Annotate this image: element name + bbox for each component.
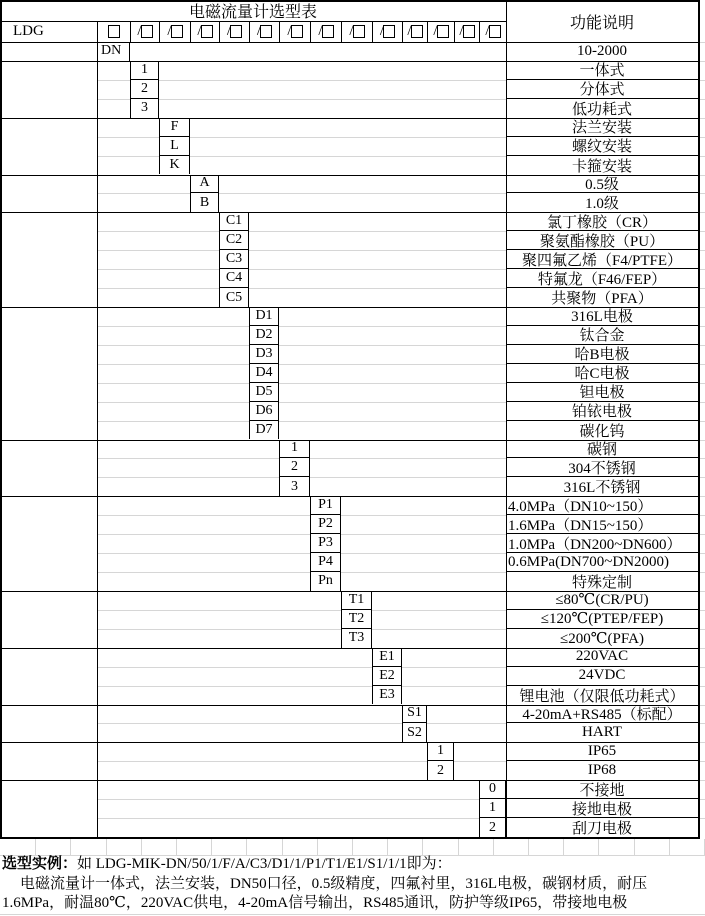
description-cell: 4-20mA+RS485（标配） [506, 705, 698, 724]
grid-line-horizontal [97, 250, 219, 251]
description-cell: 碳化钨 [579, 423, 625, 440]
grid-line-vertical [70, 839, 71, 855]
placeholder-box-icon [230, 25, 242, 38]
group-label-电极材质 [0, 307, 97, 440]
slash-glyph: / [349, 23, 354, 39]
description-cell: 螺纹安装 [506, 137, 698, 156]
code-cell: 1 [279, 440, 310, 459]
grid-line-horizontal [97, 99, 130, 100]
grid-line-horizontal [97, 345, 249, 346]
grid-line-vertical [493, 839, 494, 855]
model-digit-box [279, 21, 310, 42]
example-heading [2, 855, 703, 875]
grid-line-horizontal [97, 137, 159, 138]
placeholder-box-icon [291, 25, 303, 38]
code-cell: 2 [479, 818, 506, 837]
code-cell: D6 [249, 402, 279, 421]
grid-line-horizontal [249, 250, 506, 251]
grid-line-horizontal [97, 231, 219, 232]
code-cell: P2 [310, 515, 341, 534]
grid-line-horizontal [97, 288, 219, 289]
description-cell: 氯丁橡胶（CR） [506, 212, 698, 231]
code-cell: D4 [249, 364, 279, 383]
description-cell: 共聚物（PFA） [551, 291, 653, 308]
grid-line-vertical [35, 839, 36, 855]
grid-line-vertical [317, 839, 318, 855]
model-digit-box [341, 21, 372, 42]
description-cell: ≤200℃(PFA) [560, 630, 644, 647]
table-border [97, 21, 98, 837]
code-cell: F [159, 118, 190, 137]
model-digit-box [190, 21, 219, 42]
selection-example [2, 855, 703, 914]
table-border [0, 0, 2, 839]
code-cell: E1 [372, 648, 402, 667]
group-label-精度等级 [0, 175, 97, 213]
model-digit-box [372, 21, 402, 42]
description-cell: 钛合金 [506, 326, 698, 345]
grid-line-horizontal [372, 629, 506, 630]
group-label-防护等级 [0, 742, 97, 780]
model-digit-box [159, 21, 190, 42]
description-cell: 24VDC [506, 667, 698, 686]
model-digit-box [130, 21, 159, 42]
description-cell: 刮刀电极 [571, 821, 632, 838]
description-cell: HART [582, 724, 622, 741]
description-cell: 聚四氟乙烯（F4/PTFE） [506, 250, 698, 269]
model-digit-box [219, 21, 249, 42]
description-cell: 10-2000 [577, 42, 627, 59]
grid-line-horizontal [279, 364, 506, 365]
function-column-header: 功能说明 [569, 14, 634, 32]
model-prefix: LDG [13, 23, 44, 39]
slash-glyph: / [459, 23, 464, 39]
slash-glyph: / [197, 23, 202, 39]
group-label-压力等级 [0, 496, 97, 591]
placeholder-box-icon [322, 25, 334, 38]
code-cell: A [190, 175, 219, 194]
grid-line-horizontal [310, 477, 506, 478]
grid-line-horizontal [402, 686, 506, 687]
grid-line-horizontal [97, 364, 249, 365]
slash-glyph: / [287, 23, 292, 39]
placeholder-box-icon [201, 25, 213, 38]
description-cell: 碳钢 [506, 440, 698, 459]
table-border [506, 0, 507, 837]
description-cell: 316L电极 [506, 307, 698, 326]
grid-line-horizontal [97, 515, 310, 516]
grid-line-horizontal [97, 477, 279, 478]
grid-line-vertical [106, 839, 107, 855]
model-digit-box [310, 21, 341, 42]
grid-line-vertical [598, 839, 599, 855]
grid-line-horizontal [97, 326, 249, 327]
code-cell: DN [97, 42, 130, 61]
group-label-外壳材质 [0, 440, 97, 497]
grid-line-vertical [634, 839, 635, 855]
grid-line-horizontal [341, 553, 506, 554]
grid-line-horizontal [0, 914, 705, 915]
code-cell: K [159, 156, 190, 175]
grid-line-horizontal [279, 326, 506, 327]
grid-line-horizontal [97, 799, 479, 800]
description-cell: 4.0MPa（DN10~150） [506, 496, 698, 515]
description-cell: 0.6MPa(DN700~DN2000) [506, 553, 698, 572]
code-cell: D1 [249, 307, 279, 326]
model-digit-box [427, 21, 454, 42]
grid-line-horizontal [249, 231, 506, 232]
code-cell: E2 [372, 667, 402, 686]
code-cell: 3 [130, 99, 159, 118]
grid-line-horizontal [97, 269, 219, 270]
example-label: 选型实例： [2, 856, 78, 872]
code-cell: C1 [219, 212, 249, 231]
description-cell: 分体式 [506, 80, 698, 99]
slash-glyph: / [137, 23, 142, 39]
grid-line-horizontal [372, 610, 506, 611]
model-digit-box [479, 21, 506, 42]
group-label-供电方式 [0, 648, 97, 705]
description-cell: ≤80℃(CR/PU) [506, 591, 698, 610]
code-cell: S1 [402, 705, 427, 724]
grid-line-vertical [246, 839, 247, 855]
code-cell: T2 [341, 610, 372, 629]
code-cell: C2 [219, 231, 249, 250]
grid-line-horizontal [97, 193, 190, 194]
grid-line-vertical [352, 839, 353, 855]
example-model-string: 如 LDG-MIK-DN/50/1/F/A/C3/D1/1/P1/T1/E1/S1/1/1即为： [77, 856, 452, 872]
placeholder-box-icon [108, 25, 120, 38]
grid-line-vertical [528, 839, 529, 855]
description-cell: 法兰安装 [506, 118, 698, 137]
description-cell: 特氟龙（F46/FEP） [506, 269, 698, 288]
description-cell: 特殊定制 [571, 574, 632, 591]
group-label-转换器类型 [0, 61, 97, 118]
description-cell: 1.0MPa（DN200~DN600） [506, 534, 698, 553]
grid-line-horizontal [279, 402, 506, 403]
grid-line-horizontal [249, 269, 506, 270]
description-cell: 哈B电极 [506, 345, 698, 364]
group-label-安装形式 [0, 118, 97, 175]
grid-line-horizontal [97, 572, 310, 573]
grid-line-horizontal [279, 421, 506, 422]
grid-line-horizontal [190, 137, 506, 138]
grid-line-horizontal [97, 458, 279, 459]
description-cell: ≤120℃(PTEP/FEP) [506, 610, 698, 629]
grid-line-vertical [422, 839, 423, 855]
grid-line-horizontal [97, 723, 402, 724]
grid-line-horizontal [97, 610, 341, 611]
code-cell: S2 [402, 723, 427, 742]
example-line: 1.6MPa，耐温80℃，220VAC供电，4-20mA信号输出，RS485通讯，防护等级IP65，带接地电极 [2, 895, 628, 911]
slash-glyph: / [379, 23, 385, 39]
placeholder-box-icon [411, 25, 423, 38]
grid-line-horizontal [159, 99, 506, 100]
grid-line-horizontal [427, 723, 506, 724]
description-cell: 一体式 [506, 61, 698, 80]
code-cell: L [159, 137, 190, 156]
table-border [0, 0, 700, 2]
grid-line-horizontal [159, 80, 506, 81]
code-cell: E3 [372, 686, 402, 705]
grid-line-horizontal [97, 534, 310, 535]
description-cell: IP68 [587, 762, 617, 779]
description-cell: IP65 [506, 742, 698, 761]
slash-glyph: / [256, 23, 262, 39]
code-cell: C3 [219, 250, 249, 269]
description-cell: 铂铱电极 [506, 402, 698, 421]
grid-line-horizontal [279, 345, 506, 346]
group-label-温度等级 [0, 591, 97, 648]
code-cell: C5 [219, 288, 249, 307]
placeholder-box-icon [437, 25, 449, 38]
grid-line-horizontal [219, 193, 506, 194]
description-cell: 不接地 [506, 780, 698, 799]
placeholder-box-icon [463, 25, 475, 38]
code-cell: C4 [219, 269, 249, 288]
grid-line-horizontal [249, 288, 506, 289]
group-label-公称直径 [0, 42, 97, 61]
code-cell: D3 [249, 345, 279, 364]
description-cell: 低功耗式 [571, 101, 632, 118]
placeholder-box-icon [489, 25, 501, 38]
grid-line-horizontal [341, 534, 506, 535]
code-cell: 1 [427, 742, 454, 761]
code-cell: 2 [279, 458, 310, 477]
table-border [0, 837, 700, 839]
description-cell: 聚氨酯橡胶（PU） [506, 231, 698, 250]
grid-line-horizontal [279, 383, 506, 384]
code-cell: D7 [249, 421, 279, 440]
code-cell: 0 [479, 780, 506, 799]
code-cell: 2 [427, 761, 454, 780]
model-digit-box [97, 21, 130, 42]
model-digit-box [249, 21, 279, 42]
grid-line-vertical [141, 839, 142, 855]
grid-line-horizontal [97, 80, 130, 81]
grid-line-horizontal [97, 629, 341, 630]
grid-line-horizontal [97, 553, 310, 554]
description-cell: 接地电极 [506, 799, 698, 818]
description-cell: 钽电极 [506, 383, 698, 402]
model-digit-box [402, 21, 427, 42]
code-cell: 2 [130, 80, 159, 99]
grid-line-horizontal [341, 515, 506, 516]
description-cell: 1.0级 [585, 196, 619, 213]
description-cell: 304不锈钢 [506, 458, 698, 477]
table-title: 电磁流量计选型表 [188, 4, 317, 21]
description-cell: 220VAC [506, 648, 698, 667]
code-cell: P4 [310, 553, 341, 572]
grid-line-vertical [176, 839, 177, 855]
model-digit-box [454, 21, 479, 42]
grid-line-vertical [282, 839, 283, 855]
example-line: 电磁流量计一体式，法兰安装，DN50口径，0.5级精度，四氟衬里，316L电极，碳钢材质，耐压 [20, 875, 648, 892]
grid-line-horizontal [310, 458, 506, 459]
slash-glyph: / [485, 23, 490, 39]
code-cell: T1 [341, 591, 372, 610]
grid-line-horizontal [97, 402, 249, 403]
grid-line-vertical [669, 839, 670, 855]
placeholder-box-icon [260, 25, 272, 38]
slash-glyph: / [226, 23, 232, 39]
grid-line-vertical [563, 839, 564, 855]
grid-line-horizontal [97, 818, 479, 819]
grid-line-horizontal [97, 686, 372, 687]
group-label-信号输出 [0, 705, 97, 743]
grid-line-vertical [211, 839, 212, 855]
code-cell: 3 [279, 477, 310, 496]
placeholder-box-icon [353, 25, 365, 38]
description-cell: 锂电池（仅限低功耗式） [519, 688, 685, 705]
grid-line-horizontal [454, 761, 506, 762]
code-cell: D2 [249, 326, 279, 345]
grid-line-vertical [458, 839, 459, 855]
description-cell: 哈C电极 [506, 364, 698, 383]
placeholder-box-icon [383, 25, 395, 38]
placeholder-box-icon [141, 25, 153, 38]
description-cell: 卡箍安装 [571, 158, 632, 175]
grid-line-horizontal [341, 572, 506, 573]
code-cell: B [190, 193, 219, 212]
slash-glyph: / [407, 23, 412, 39]
code-cell: 1 [130, 61, 159, 80]
group-label-附件 [0, 780, 97, 837]
code-cell: 1 [479, 799, 506, 818]
grid-line-horizontal [97, 667, 372, 668]
code-cell: P1 [310, 496, 341, 515]
table-border [0, 21, 506, 22]
code-cell: P3 [310, 534, 341, 553]
description-cell: 0.5级 [506, 175, 698, 194]
grid-line-horizontal [97, 156, 159, 157]
grid-line-horizontal [402, 667, 506, 668]
grid-line-horizontal [190, 156, 506, 157]
grid-line-horizontal [97, 761, 427, 762]
group-label-衬里材质 [0, 212, 97, 307]
grid-line-horizontal [97, 421, 249, 422]
placeholder-box-icon [171, 25, 183, 38]
description-cell: 1.6MPa（DN15~150） [506, 515, 698, 534]
grid-line-horizontal [97, 383, 249, 384]
slash-glyph: / [318, 23, 323, 39]
code-cell: T3 [341, 629, 372, 648]
description-cell: 316L不锈钢 [563, 480, 641, 497]
slash-glyph: / [167, 23, 172, 39]
code-cell: Pn [310, 572, 341, 591]
code-cell: D5 [249, 383, 279, 402]
table-border [698, 0, 700, 839]
slash-glyph: / [433, 23, 438, 39]
grid-line-vertical [387, 839, 388, 855]
